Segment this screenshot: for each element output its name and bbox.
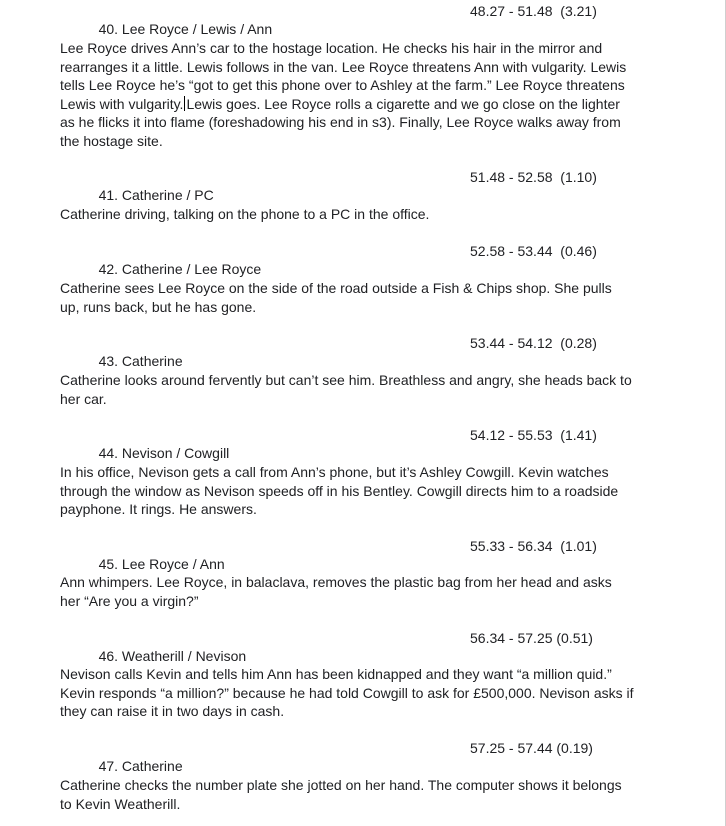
scene-timing: 51.48 - 52.58 (1.10): [470, 169, 597, 185]
scene-description: Catherine sees Lee Royce on the side of the road outside a Fish & Chips shop. She pulls up, runs back, but he has gone.: [60, 280, 612, 315]
scene-description: Catherine checks the number plate she jotted on her hand. The computer shows it belongs to Kevin Weatherill.: [60, 777, 622, 812]
scene-description: Ann whimpers. Lee Royce, in balaclava, removes the plastic bag from her head and asks her “Are you a virgin?”: [60, 574, 612, 609]
scene-title: 42. Catherine / Lee Royce: [98, 261, 262, 277]
scene-heading: [83, 537, 643, 572]
scene-heading: [83, 629, 643, 664]
scene-timing: 48.27 - 51.48 (3.21): [470, 3, 597, 19]
scene-timing: 54.12 - 55.53 (1.41): [470, 427, 597, 443]
scene-description: Catherine driving, talking on the phone to a PC in the office.: [60, 206, 430, 222]
scene-timing: 57.25 - 57.44 (0.19): [470, 740, 593, 756]
scene-title: 43. Catherine: [98, 353, 183, 369]
scene-heading: [83, 334, 643, 369]
scene-title: 40. Lee Royce / Lewis / Ann: [98, 21, 273, 37]
scene-description-text: Lee Royce drives Ann’s car to the hostage location. He checks his hair in the mirror and rearranges it a little. Lewis follows in the van. Lee Royce threatens Ann with vulgarity. Lewis tells Lee Royce he’s “got to get this phone over to Ashley at the farm.” Lee Royce threatens Lewis with vulgarity.: [60, 40, 627, 112]
scene-heading: [83, 2, 643, 37]
scene-timing: 53.44 - 54.12 (0.28): [470, 335, 597, 351]
scene-description: In his office, Nevison gets a call from Ann’s phone, but it’s Ashley Cowgill. Kevin watches through the window as Nevison speeds off in his Bentley. Cowgill directs him to a roadside payphone. It rings. He answers.: [60, 464, 619, 517]
scene-description: Catherine looks around fervently but can’t see him. Breathless and angry, she heads back to her car.: [60, 372, 632, 407]
scene-heading: [83, 426, 643, 461]
scene-timing: 55.33 - 56.34 (1.01): [470, 538, 597, 554]
scene-title: 44. Nevison / Cowgill: [98, 445, 230, 461]
scene-title: 46. Weatherill / Nevison: [98, 648, 247, 664]
scene-description-text: Lewis goes. Lee Royce rolls a cigarette and we go close on the lighter as he flicks it into flame (foreshadowing his end in s3). Finally, Lee Royce walks away from the hostage site.: [60, 95, 621, 149]
scene-description: Nevison calls Kevin and tells him Ann has been kidnapped and they want “a million quid.” Kevin responds “a million?” because he had told Cowgill to ask for £500,000. Nevison asks if they can raise it in two days in cash.: [60, 666, 634, 719]
scene-heading: [83, 242, 643, 277]
scene-title: 47. Catherine: [98, 758, 183, 774]
scene-timing: 52.58 - 53.44 (0.46): [470, 243, 597, 259]
scene-heading: [83, 739, 643, 774]
scene-heading: [83, 168, 643, 203]
scene-title: 45. Lee Royce / Ann: [98, 556, 225, 572]
scene-description[interactable]: [60, 39, 635, 150]
scene-title: 41. Catherine / PC: [98, 187, 214, 203]
scene-timing: 56.34 - 57.25 (0.51): [470, 630, 593, 646]
